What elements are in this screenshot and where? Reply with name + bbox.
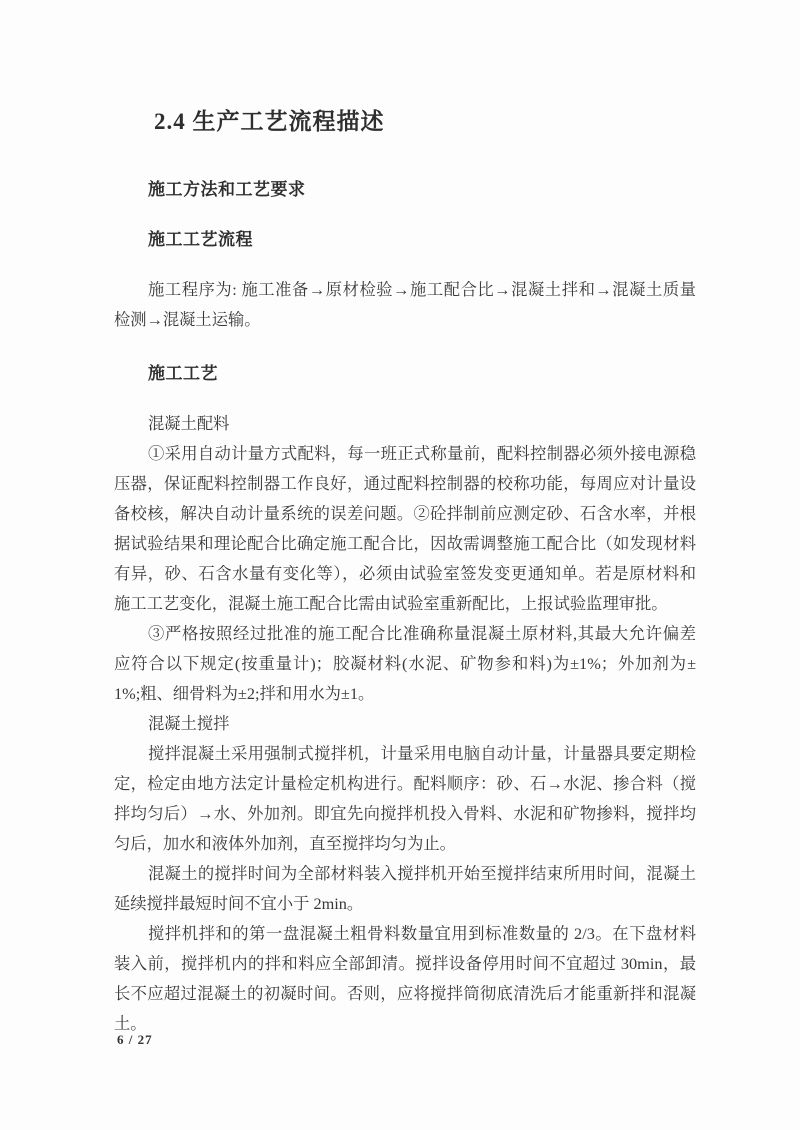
- text-line: 土。: [114, 1014, 147, 1033]
- text-line: 应符合以下规定(按重量计)；胶凝材料(水泥、矿物参和料)为±1%；外加剂为±: [114, 654, 696, 673]
- document-title: 2.4 生产工艺流程描述: [154, 109, 385, 134]
- paragraph: [114, 275, 696, 335]
- text-line: 混凝土搅拌: [148, 714, 230, 733]
- paragraph: [114, 619, 696, 709]
- text-line: 搅拌机拌和的第一盘混凝土粗骨料数量宜用到标准数量的 2/3。在下盘材料: [148, 924, 696, 943]
- text-line: 拌均匀后）→水、外加剂。即宜先向搅拌机投入骨料、水泥和矿物掺料，搅拌均: [114, 804, 696, 823]
- text-line: ③严格按照经过批准的施工配合比准确称量混凝土原材料,其最大允许偏差: [148, 624, 696, 643]
- text-line: 备校核，解决自动计量系统的误差问题。②砼拌制前应测定砂、石含水率，并根: [114, 504, 696, 523]
- section-heading: 施工工艺: [148, 364, 218, 383]
- text-line: 延续搅拌最短时间不宜小于 2min。: [114, 894, 364, 913]
- paragraph: [114, 709, 696, 739]
- text-line: ①采用自动计量方式配料，每一班正式称量前，配料控制器必须外接电源稳: [148, 444, 696, 463]
- text-line: 匀后，加水和液体外加剂，直至搅拌均匀为止。: [114, 834, 456, 853]
- text-line: 有异，砂、石含水量有变化等），必须由试验室签发变更通知单。若是原材料和: [114, 564, 696, 583]
- paragraph: [114, 919, 696, 1039]
- text-line: 施工程序为: 施工准备→原材检验→施工配合比→混凝土拌和→混凝土质量: [148, 280, 696, 299]
- section-heading: 施工工艺流程: [148, 230, 253, 249]
- text-line: 装入前，搅拌机内的拌和料应全部卸清。搅拌设备停用时间不宜超过 30min，最: [114, 954, 696, 973]
- text-line: 定，检定由地方法定计量检定机构进行。配料顺序：砂、石→水泥、掺合料（搅: [114, 774, 696, 793]
- page-number: 6 / 27: [117, 1032, 153, 1047]
- text-line: 1%;粗、细骨料为±2;拌和用水为±1。: [114, 684, 375, 703]
- paragraph: [114, 859, 696, 919]
- paragraph: [114, 409, 696, 439]
- paragraph: [114, 439, 696, 619]
- document-content: [114, 0, 696, 1039]
- text-line: 混凝土的搅拌时间为全部材料装入搅拌机开始至搅拌结束所用时间，混凝土: [148, 864, 696, 883]
- text-line: 混凝土配料: [148, 414, 230, 433]
- text-line: 长不应超过混凝土的初凝时间。否则，应将搅拌筒彻底清洗后才能重新拌和混凝: [114, 984, 696, 1003]
- text-line: 检测→混凝土运输。: [114, 310, 261, 329]
- section-heading: 施工方法和工艺要求: [148, 180, 306, 199]
- text-line: 搅拌混凝土采用强制式搅拌机，计量采用电脑自动计量，计量器具要定期检: [148, 744, 696, 763]
- paragraph: [114, 739, 696, 859]
- text-line: 压器，保证配料控制器工作良好，通过配料控制器的校称功能，每周应对计量设: [114, 474, 696, 493]
- text-line: 施工工艺变化，混凝土施工配合比需由试验室重新配比，上报试验监理审批。: [114, 594, 668, 613]
- text-line: 据试验结果和理论配合比确定施工配合比，因故需调整施工配合比（如发现材料: [114, 534, 696, 553]
